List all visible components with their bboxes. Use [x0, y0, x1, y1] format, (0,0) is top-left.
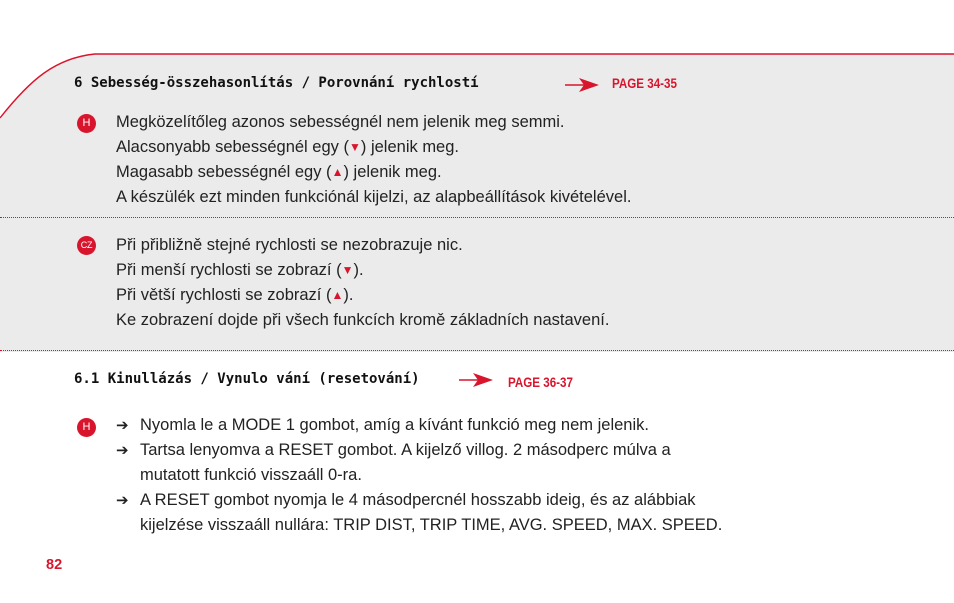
dotted-divider [0, 350, 954, 351]
text-line: Při menší rychlosti se zobrazí (▼). [116, 261, 364, 279]
section-6-1-hu-steps [116, 413, 722, 538]
list-item: ➔ Nyomla le a MODE 1 gombot, amíg a kívánt funkció meg nem jelenik. [116, 413, 722, 438]
text-line: Alacsonyabb sebességnél egy (▼) jelenik meg. [116, 138, 459, 156]
arrow-right-icon: ➔ [116, 442, 129, 459]
arrow-right-icon [459, 373, 493, 387]
section-6-1-page-reference[interactable]: PAGE 36-37 [508, 375, 573, 390]
section-6-1-heading: 6.1 Kinullázás / Vynulo vání (resetování) [74, 371, 420, 387]
triangle-down-icon: ▼ [348, 140, 361, 154]
text-line: Při větší rychlosti se zobrazí (▲). [116, 286, 354, 304]
text-line: Magasabb sebességnél egy (▲) jelenik meg. [116, 163, 442, 181]
triangle-down-icon: ▼ [341, 263, 354, 277]
text-line: Ke zobrazení dojde při všech funkcích kromě základních nastavení. [116, 311, 610, 329]
list-item: ➔ A RESET gombot nyomja le 4 másodpercnél hosszabb ideig, és az alábbiak kijelzése visszaáll nullára: TRIP DIST, TRIP TIME, AVG. SPEED, MAX. SPEED. [116, 488, 722, 538]
language-badge-hu: H [77, 418, 96, 437]
language-badge-hu: H [77, 114, 96, 133]
section-6-heading: 6 Sebesség-összehasonlítás / Porovnání rychlostí [74, 75, 479, 91]
section-6-cz-text [116, 233, 609, 333]
language-badge-cz: CZ [77, 236, 96, 255]
arrow-right-icon: ➔ [116, 492, 129, 509]
list-item: ➔ Tartsa lenyomva a RESET gombot. A kijelző villog. 2 másodperc múlva a mutatott funkció visszaáll 0-ra. [116, 438, 722, 488]
page-number: 82 [46, 557, 63, 573]
arrow-right-icon [565, 78, 599, 92]
dotted-divider [0, 217, 954, 218]
section-6-hu-text [116, 110, 631, 210]
section-6-page-reference[interactable]: PAGE 34-35 [612, 76, 677, 91]
text-line: Megközelítőleg azonos sebességnél nem jelenik meg semmi. [116, 113, 565, 131]
text-line: A készülék ezt minden funkciónál kijelzi, az alapbeállítások kivételével. [116, 188, 632, 206]
triangle-up-icon: ▲ [331, 165, 344, 179]
triangle-up-icon: ▲ [331, 288, 344, 302]
text-line: Při přibližně stejné rychlosti se nezobrazuje nic. [116, 236, 463, 254]
arrow-right-icon: ➔ [116, 417, 129, 434]
